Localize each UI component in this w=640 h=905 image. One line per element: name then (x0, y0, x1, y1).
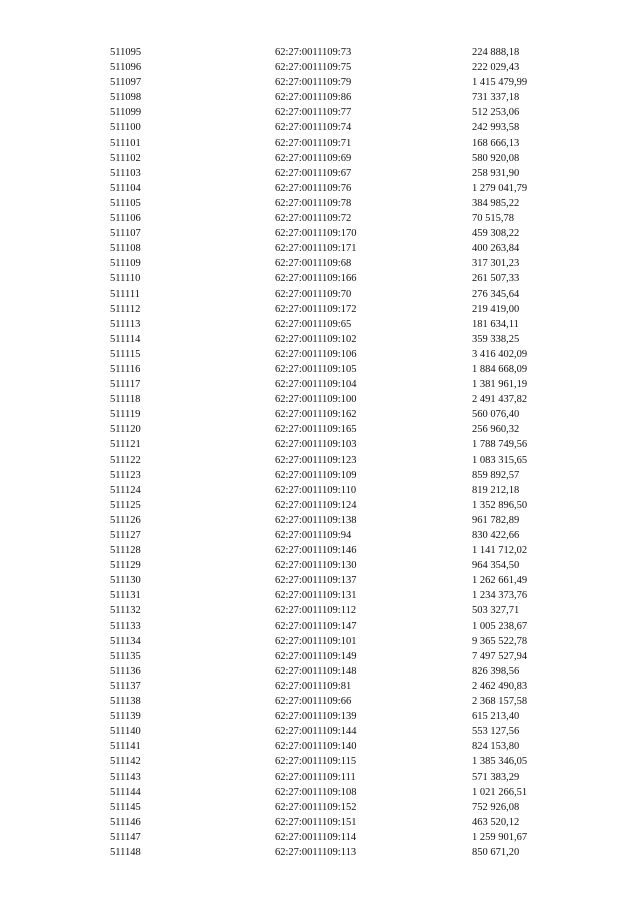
row-number: 511112 (110, 303, 141, 315)
cadastral-value: 256 960,32 (472, 424, 520, 436)
table-row (0, 573, 640, 588)
table-row (0, 588, 640, 603)
cadastral-value: 1 141 712,02 (472, 545, 528, 557)
table-row (0, 694, 640, 709)
cadastral-number: 62:27:0011109:78 (275, 197, 352, 209)
cadastral-value: 1 352 896,50 (472, 499, 528, 511)
row-number: 511147 (110, 831, 141, 843)
row-number: 511119 (110, 409, 141, 421)
cadastral-value: 819 212,18 (472, 484, 520, 496)
cadastral-number: 62:27:0011109:70 (275, 288, 352, 300)
cadastral-number: 62:27:0011109:108 (275, 786, 357, 798)
cadastral-value: 242 993,58 (472, 122, 520, 134)
table-row (0, 407, 640, 422)
cadastral-number: 62:27:0011109:111 (275, 771, 356, 783)
cadastral-value: 258 931,90 (472, 167, 520, 179)
row-number: 511114 (110, 333, 141, 345)
cadastral-number: 62:27:0011109:146 (275, 545, 357, 557)
row-number: 511103 (110, 167, 141, 179)
cadastral-number: 62:27:0011109:79 (275, 77, 352, 89)
cadastral-value: 1 385 346,05 (472, 756, 528, 768)
row-number: 511096 (110, 62, 142, 74)
table-row (0, 754, 640, 769)
row-number: 511138 (110, 696, 141, 708)
row-number: 511127 (110, 530, 141, 541)
cadastral-value: 222 029,43 (472, 62, 520, 74)
cadastral-number: 62:27:0011109:104 (275, 379, 357, 391)
row-number: 511110 (110, 273, 141, 285)
row-number: 511118 (110, 394, 141, 406)
table-row (0, 256, 640, 271)
cadastral-number: 62:27:0011109:102 (275, 333, 357, 345)
table-row (0, 241, 640, 256)
table-row (0, 543, 640, 558)
cadastral-value: 70 515,78 (472, 213, 514, 225)
table-row (0, 634, 640, 649)
row-number: 511135 (110, 650, 141, 662)
row-number: 511106 (110, 213, 141, 225)
cadastral-number: 62:27:0011109:114 (275, 831, 357, 843)
table-row (0, 332, 640, 347)
table-row (0, 709, 640, 724)
row-number: 511126 (110, 514, 141, 526)
row-number: 511139 (110, 711, 141, 723)
cadastral-number: 62:27:0011109:147 (275, 620, 357, 632)
cadastral-number: 62:27:0011109:144 (275, 726, 357, 738)
row-number: 511130 (110, 575, 141, 587)
table-row (0, 392, 640, 407)
table-row (0, 211, 640, 226)
cadastral-value: 400 263,84 (472, 243, 520, 255)
cadastral-number: 62:27:0011109:131 (275, 590, 357, 602)
cadastral-value: 276 345,64 (472, 288, 520, 300)
cadastral-number: 62:27:0011109:103 (275, 439, 357, 451)
cadastral-number: 62:27:0011109:149 (275, 650, 357, 662)
cadastral-value: 615 213,40 (472, 711, 520, 723)
row-number: 511104 (110, 182, 141, 194)
cadastral-value: 859 892,57 (472, 469, 520, 481)
row-number: 511143 (110, 771, 141, 783)
row-number: 511098 (110, 92, 142, 104)
row-number: 511124 (110, 484, 141, 496)
table-row (0, 649, 640, 664)
cadastral-value: 1 234 373,76 (472, 590, 528, 602)
row-number: 511142 (110, 756, 141, 768)
cadastral-number: 62:27:0011109:148 (275, 665, 357, 677)
table-row (0, 75, 640, 90)
cadastral-value: 359 338,25 (472, 333, 520, 345)
row-number: 511134 (110, 635, 141, 647)
row-number: 511113 (110, 318, 141, 330)
table-row (0, 362, 640, 377)
cadastral-number: 62:27:0011109:68 (275, 258, 352, 270)
cadastral-value: 1 415 479,99 (472, 77, 528, 89)
row-number: 511105 (110, 197, 141, 209)
cadastral-number: 62:27:0011109:152 (275, 801, 357, 813)
cadastral-value: 181 634,11 (472, 318, 519, 330)
cadastral-number: 62:27:0011109:66 (275, 696, 352, 708)
cadastral-value: 2 368 157,58 (472, 696, 528, 708)
table-row (0, 603, 640, 618)
cadastral-value: 1 005 238,67 (472, 620, 528, 632)
cadastral-number: 62:27:0011109:101 (275, 635, 357, 647)
cadastral-number: 62:27:0011109:130 (275, 560, 357, 572)
cadastral-value: 850 671,20 (472, 846, 520, 858)
row-number: 511144 (110, 786, 141, 798)
cadastral-value: 553 127,56 (472, 726, 520, 738)
cadastral-number: 62:27:0011109:105 (275, 363, 357, 375)
table-row (0, 302, 640, 317)
table-row (0, 181, 640, 196)
table-row (0, 679, 640, 694)
table-row (0, 45, 640, 60)
cadastral-number: 62:27:0011109:140 (275, 741, 357, 753)
row-number: 511099 (110, 107, 142, 119)
cadastral-value: 1 083 315,65 (472, 454, 528, 466)
row-number: 511121 (110, 439, 141, 451)
row-number: 511146 (110, 816, 141, 828)
table-row (0, 151, 640, 166)
row-number: 511137 (110, 680, 141, 692)
table-row (0, 136, 640, 151)
cadastral-value: 9 365 522,78 (472, 635, 528, 647)
row-number: 511115 (110, 348, 141, 360)
table-row (0, 785, 640, 800)
cadastral-number: 62:27:0011109:162 (275, 409, 357, 421)
row-number: 511109 (110, 258, 141, 270)
table-row (0, 483, 640, 498)
row-number: 511131 (110, 590, 141, 602)
cadastral-number: 62:27:0011109:123 (275, 454, 357, 466)
table-row (0, 287, 640, 302)
cadastral-value: 261 507,33 (472, 273, 520, 285)
cadastral-value: 560 076,40 (472, 409, 520, 421)
cadastral-value: 580 920,08 (472, 152, 520, 164)
cadastral-value: 219 419,00 (472, 303, 520, 315)
cadastral-number: 62:27:0011109:115 (275, 756, 357, 768)
cadastral-number: 62:27:0011109:172 (275, 303, 357, 315)
table-row (0, 498, 640, 513)
table-row (0, 90, 640, 105)
cadastral-number: 62:27:0011109:124 (275, 499, 357, 511)
row-number: 511117 (110, 379, 141, 391)
table-row (0, 105, 640, 120)
cadastral-value: 964 354,50 (472, 560, 520, 572)
row-number: 511111 (110, 288, 140, 300)
cadastral-value: 463 520,12 (472, 816, 520, 828)
cadastral-number: 62:27:0011109:112 (275, 605, 357, 617)
row-number: 511141 (110, 741, 141, 753)
table-row (0, 513, 640, 528)
table-row (0, 619, 640, 634)
table-row (0, 468, 640, 483)
cadastral-number: 62:27:0011109:65 (275, 318, 352, 330)
cadastral-number: 62:27:0011109:76 (275, 182, 352, 194)
cadastral-number: 62:27:0011109:171 (275, 243, 357, 255)
cadastral-value: 3 416 402,09 (472, 348, 528, 360)
row-number: 511097 (110, 77, 142, 89)
row-number: 511120 (110, 424, 141, 436)
cadastral-value: 503 327,71 (472, 605, 520, 617)
cadastral-value: 571 383,29 (472, 771, 520, 783)
cadastral-number: 62:27:0011109:165 (275, 424, 357, 436)
table-row (0, 845, 640, 860)
cadastral-value: 1 279 041,79 (472, 182, 528, 194)
cadastral-value: 224 888,18 (472, 47, 520, 58)
cadastral-value: 961 782,89 (472, 514, 520, 526)
cadastral-number: 62:27:0011109:75 (275, 62, 352, 74)
table-row (0, 830, 640, 845)
row-number: 511116 (110, 363, 141, 375)
table-row (0, 724, 640, 739)
cadastral-number: 62:27:0011109:109 (275, 469, 357, 481)
table-row (0, 347, 640, 362)
cadastral-number: 62:27:0011109:166 (275, 273, 357, 285)
cadastral-number: 62:27:0011109:100 (275, 394, 357, 406)
table-row (0, 60, 640, 75)
table-row (0, 453, 640, 468)
table-row (0, 437, 640, 452)
table-row (0, 271, 640, 286)
cadastral-number: 62:27:0011109:151 (275, 816, 357, 828)
cadastral-value-table (0, 45, 640, 860)
row-number: 511108 (110, 243, 141, 255)
cadastral-value: 459 308,22 (472, 228, 520, 240)
cadastral-value: 317 301,23 (472, 258, 520, 270)
row-number: 511133 (110, 620, 141, 632)
table-row (0, 739, 640, 754)
row-number: 511102 (110, 152, 141, 164)
table-row (0, 377, 640, 392)
table-row (0, 196, 640, 211)
table-row (0, 800, 640, 815)
table-row (0, 226, 640, 241)
cadastral-number: 62:27:0011109:71 (275, 137, 352, 149)
table-row (0, 770, 640, 785)
cadastral-value: 512 253,06 (472, 107, 520, 119)
table-row (0, 815, 640, 830)
table-row (0, 166, 640, 181)
cadastral-number: 62:27:0011109:69 (275, 152, 352, 164)
cadastral-value: 1 021 266,51 (472, 786, 528, 798)
cadastral-number: 62:27:0011109:139 (275, 711, 357, 723)
row-number: 511100 (110, 122, 141, 134)
cadastral-number: 62:27:0011109:77 (275, 107, 352, 119)
cadastral-number: 62:27:0011109:137 (275, 575, 357, 587)
row-number: 511129 (110, 560, 141, 572)
cadastral-value: 1 381 961,19 (472, 379, 528, 391)
cadastral-value: 1 788 749,56 (472, 439, 528, 451)
table-row (0, 664, 640, 679)
cadastral-value: 830 422,66 (472, 530, 520, 541)
row-number: 511136 (110, 665, 141, 677)
cadastral-value: 1 884 668,09 (472, 363, 528, 375)
table-row (0, 120, 640, 135)
row-number: 511123 (110, 469, 141, 481)
cadastral-number: 62:27:0011109:72 (275, 213, 352, 225)
cadastral-number: 62:27:0011109:81 (275, 680, 352, 692)
row-number: 511148 (110, 846, 141, 858)
cadastral-value: 7 497 527,94 (472, 650, 528, 662)
table-row (0, 317, 640, 332)
cadastral-value: 2 462 490,83 (472, 680, 528, 692)
cadastral-number: 62:27:0011109:106 (275, 348, 357, 360)
cadastral-value: 826 398,56 (472, 665, 520, 677)
table-row (0, 528, 640, 543)
cadastral-number: 62:27:0011109:110 (275, 484, 357, 496)
cadastral-number: 62:27:0011109:113 (275, 846, 357, 858)
row-number: 511140 (110, 726, 141, 738)
cadastral-value: 1 259 901,67 (472, 831, 528, 843)
cadastral-value: 731 337,18 (472, 92, 520, 104)
cadastral-value: 2 491 437,82 (472, 394, 528, 406)
cadastral-value: 384 985,22 (472, 197, 520, 209)
table-row (0, 558, 640, 573)
row-number: 511145 (110, 801, 141, 813)
row-number: 511107 (110, 228, 141, 240)
row-number: 511095 (110, 47, 142, 58)
cadastral-number: 62:27:0011109:74 (275, 122, 352, 134)
row-number: 511125 (110, 499, 141, 511)
row-number: 511101 (110, 137, 141, 149)
table-row (0, 422, 640, 437)
row-number: 511122 (110, 454, 141, 466)
cadastral-value: 1 262 661,49 (472, 575, 528, 587)
cadastral-value: 168 666,13 (472, 137, 520, 149)
cadastral-number: 62:27:0011109:73 (275, 47, 352, 58)
row-number: 511132 (110, 605, 141, 617)
cadastral-number: 62:27:0011109:94 (275, 530, 352, 541)
cadastral-value: 824 153,80 (472, 741, 520, 753)
cadastral-number: 62:27:0011109:67 (275, 167, 352, 179)
cadastral-number: 62:27:0011109:170 (275, 228, 357, 240)
row-number: 511128 (110, 545, 141, 557)
cadastral-number: 62:27:0011109:86 (275, 92, 352, 104)
cadastral-number: 62:27:0011109:138 (275, 514, 357, 526)
cadastral-value: 752 926,08 (472, 801, 520, 813)
